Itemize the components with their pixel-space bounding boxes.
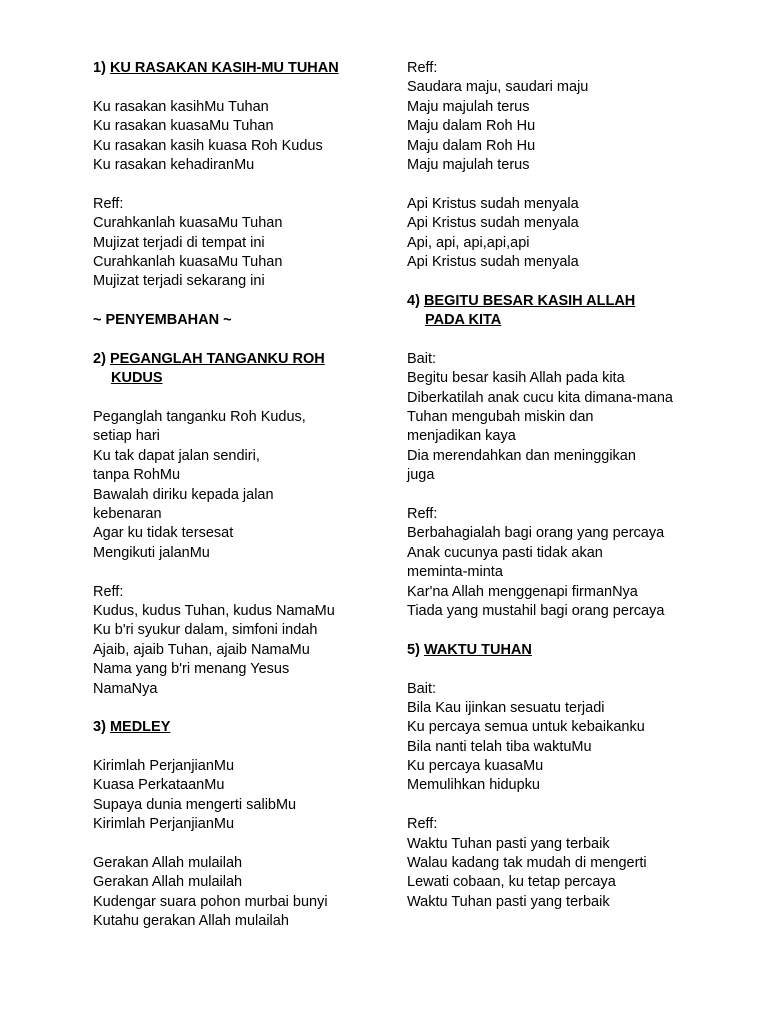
lyric-line: Tuhan mengubah miskin dan [407,409,594,426]
lyric-line: Kirimlah PerjanjianMu [93,758,235,775]
blank-line [93,175,393,194]
lyric-line: Saudara maju, saudari maju [407,79,589,96]
lyric-line: Ku tak dapat jalan sendiri, [93,447,260,464]
song-heading-continued [93,369,393,388]
lyric-line: Begitu besar kasih Allah pada kita [407,370,625,387]
song-title-continued: PADA KITA [425,312,502,329]
lyric-line: tanpa RohMu [93,467,181,484]
song-heading [93,718,393,737]
blank-line [93,563,393,582]
lyric-line: Bawalah diriku kepada jalan [93,486,274,503]
lyric-line: Kar'na Allah menggenapi firmanNya [407,583,638,600]
blank-line [407,486,737,505]
lyric-line: Waktu Tuhan pasti yang terbaik [407,893,610,910]
lyric-line: juga [407,467,435,484]
lyric-line: Anak cucunya pasti tidak akan [407,544,603,561]
lyric-line: Nama yang b'ri menang Yesus [93,661,290,678]
lyric-line: Mengikuti jalanMu [93,544,210,561]
song-number: 1) [93,60,106,76]
lyric-line: Mujizat terjadi sekarang ini [93,273,265,290]
song-title: MEDLEY [109,719,171,736]
blank-line [93,738,393,757]
lyric-line: Walau kadang tak mudah di mengerti [407,855,647,872]
lyric-line: Lewati cobaan, ku tetap percaya [407,874,616,891]
song-title: BEGITU BESAR KASIH ALLAH [423,292,636,309]
lyric-line: Waktu Tuhan pasti yang terbaik [407,835,610,852]
song-title-continued: KUDUS [111,370,163,387]
blank-line [93,330,393,349]
blank-line [93,292,393,311]
song-title: PEGANGLAH TANGANKU ROH [109,350,325,367]
lyric-line: Gerakan Allah mulailah [93,855,243,872]
lyric-line: Reff: [93,583,124,600]
lyric-line: Ajaib, ajaib Tuhan, ajaib NamaMu [93,641,310,658]
blank-line [407,330,737,349]
lyric-line: Api Kristus sudah menyala [407,195,579,212]
lyric-line: Curahkanlah kuasaMu Tuhan [93,253,283,270]
blank-line [407,175,737,194]
lyric-line: kebenaran [93,505,162,522]
blank-line [93,389,393,408]
lyric-line: Supaya dunia mengerti salibMu [93,796,297,813]
left-column [93,59,393,932]
lyric-line: Gerakan Allah mulailah [93,874,243,891]
song-number: 3) [93,719,106,736]
lyric-line: Reff: [407,816,438,833]
song-heading [93,59,393,78]
lyric-line: Berbahagialah bagi orang yang percaya [407,525,665,542]
lyric-line: Memulihkan hidupku [407,777,540,794]
lyric-line: Curahkanlah kuasaMu Tuhan [93,215,283,232]
song-number: 5) [407,641,420,658]
lyric-line: Mujizat terjadi di tempat ini [93,234,265,251]
song-heading [93,350,393,369]
blank-line [93,78,393,97]
lyric-line: Api Kristus sudah menyala [407,253,579,270]
heading-indent [93,370,163,386]
lyric-line: Kirimlah PerjanjianMu [93,816,235,833]
blank-line [93,699,393,718]
lyric-line: Ku percaya kuasaMu [407,758,544,775]
lyric-line: Kutahu gerakan Allah mulailah [93,913,289,930]
heading-indent [407,312,501,328]
lyric-line: Ku b'ri syukur dalam, simfoni indah [93,622,318,639]
lyric-line: Ku rasakan kuasaMu Tuhan [93,118,274,135]
song-title: KU RASAKAN KASIH-MU TUHAN [109,60,339,76]
lyric-line: Bait: [407,680,437,697]
song-heading-continued [407,311,737,330]
lyric-line: Peganglah tanganku Roh Kudus, [93,409,306,426]
lyric-line: Reff: [407,505,438,522]
song-number: 4) [407,292,420,309]
lyric-line: Api, api, api,api,api [407,234,530,251]
lyric-line: Maju majulah terus [407,156,530,173]
lyric-line: Diberkatilah anak cucu kita dimana-mana [407,389,673,406]
blank-line [407,621,737,640]
lyric-line: setiap hari [93,428,160,445]
blank-line [93,835,393,854]
blank-line [407,660,737,679]
lyric-line: Bila nanti telah tiba waktuMu [407,738,592,755]
lyric-line: Ku percaya semua untuk kebaikanku [407,719,645,736]
lyric-line: menjadikan kaya [407,428,516,445]
lyric-line: Ku rasakan kehadiranMu [93,156,255,173]
song-heading [407,641,737,660]
song-heading [407,292,737,311]
lyric-line: Api Kristus sudah menyala [407,215,579,232]
lyric-line: Maju dalam Roh Hu [407,137,536,154]
song-number: 2) [93,350,106,367]
lyric-line: Ku rasakan kasih kuasa Roh Kudus [93,137,323,154]
lyric-line: Kudengar suara pohon murbai bunyi [93,893,328,910]
lyric-line: Maju dalam Roh Hu [407,118,536,135]
lyric-line: Kuasa PerkataanMu [93,777,225,794]
blank-line [407,272,737,291]
lyric-line: Bila Kau ijinkan sesuatu terjadi [407,699,605,716]
lyric-line: meminta-minta [407,564,503,581]
lyric-line: Reff: [93,195,124,212]
lyric-line: Kudus, kudus Tuhan, kudus NamaMu [93,602,335,619]
lyric-line: Tiada yang mustahil bagi orang percaya [407,602,665,619]
section-label: ~ PENYEMBAHAN ~ [93,312,232,329]
song-title: WAKTU TUHAN [423,641,532,658]
lyric-line: Reff: [407,60,438,76]
lyric-line: NamaNya [93,680,158,697]
lyric-line: Agar ku tidak tersesat [93,525,234,542]
blank-line [407,796,737,815]
lyric-line: Ku rasakan kasihMu Tuhan [93,98,269,115]
lyric-line: Dia merendahkan dan meninggikan [407,447,636,464]
lyric-line: Maju majulah terus [407,98,530,115]
lyric-line: Bait: [407,350,437,367]
right-column [407,59,737,912]
